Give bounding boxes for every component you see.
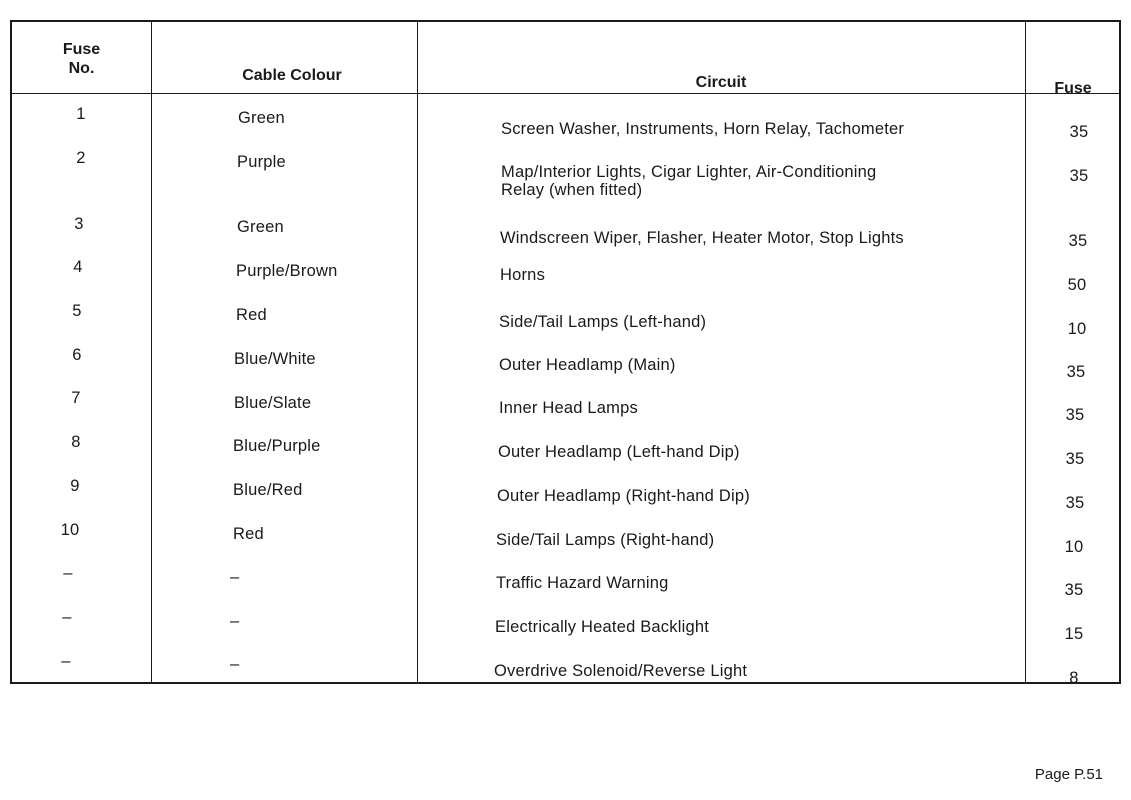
fuse-number: 9: [70, 477, 80, 495]
fuse-number: 6: [72, 346, 82, 364]
fuse-rating: 35: [1065, 406, 1085, 424]
fuse-number: 3: [74, 215, 84, 233]
fuse-number: –: [63, 564, 73, 582]
fuse-number: 4: [73, 258, 83, 276]
fuse-number: 10: [60, 521, 80, 539]
fuse-rating: 15: [1064, 625, 1084, 643]
fuse-rating: 35: [1064, 581, 1084, 599]
fuse-number: 2: [76, 149, 86, 167]
fuse-number: 7: [71, 389, 81, 407]
cable-colour: Red: [233, 525, 264, 543]
fuse-number: –: [62, 608, 72, 626]
cable-colour: Blue/White: [234, 350, 316, 368]
circuit-description: Map/Interior Lights, Cigar Lighter, Air-Conditioning Relay (when fitted): [501, 163, 877, 199]
page-number: Page P.51: [1034, 766, 1103, 783]
circuit-description: Screen Washer, Instruments, Horn Relay, Tachometer: [501, 120, 905, 138]
fuse-number: 8: [71, 433, 81, 451]
cable-colour: Green: [238, 109, 285, 127]
fuse-rating: 50: [1067, 276, 1087, 294]
fuse-rating: 10: [1067, 320, 1087, 338]
column-divider: [151, 22, 152, 682]
circuit-description: Electrically Heated Backlight: [495, 618, 709, 636]
cable-colour: Red: [236, 306, 267, 324]
cable-colour: Purple/Brown: [236, 262, 338, 280]
circuit-description: Inner Head Lamps: [499, 399, 638, 417]
cable-colour: –: [230, 612, 240, 630]
fuse-number: 5: [72, 302, 82, 320]
cable-colour: Green: [237, 218, 284, 236]
circuit-description: Side/Tail Lamps (Right-hand): [496, 531, 715, 549]
cable-colour: –: [230, 568, 240, 586]
fuse-rating: 8: [1069, 669, 1079, 687]
fuse-rating: 35: [1069, 167, 1089, 185]
cable-colour: Purple: [237, 153, 286, 171]
header-fuse: Fuse: [1054, 80, 1092, 97]
header-divider: [12, 93, 1119, 94]
cable-colour: –: [230, 655, 240, 673]
circuit-description: Side/Tail Lamps (Left-hand): [499, 313, 707, 331]
fuse-number: –: [61, 652, 71, 670]
fuse-number: 1: [76, 105, 86, 123]
column-divider: [1025, 22, 1026, 682]
fuse-rating: 35: [1065, 494, 1085, 512]
circuit-description: Traffic Hazard Warning: [496, 574, 669, 592]
circuit-description: Overdrive Solenoid/Reverse Light: [494, 662, 748, 680]
header-fuse-no: Fuse No.: [62, 41, 101, 77]
circuit-description: Outer Headlamp (Right-hand Dip): [497, 487, 750, 505]
circuit-description: Outer Headlamp (Left-hand Dip): [498, 443, 740, 461]
fuse-table: [10, 20, 1121, 687]
circuit-description: Horns: [500, 266, 546, 284]
fuse-rating: 35: [1068, 232, 1088, 250]
cable-colour: Blue/Purple: [233, 437, 321, 455]
fuse-rating: 35: [1069, 123, 1089, 141]
fuse-rating: 35: [1065, 450, 1085, 468]
header-circuit: Circuit: [695, 74, 747, 91]
column-divider: [417, 22, 418, 682]
cable-colour: Blue/Slate: [234, 394, 312, 412]
fuse-rating: 10: [1064, 538, 1084, 556]
cable-colour: Blue/Red: [233, 481, 303, 499]
circuit-description: Outer Headlamp (Main): [499, 356, 676, 374]
fuse-rating: 35: [1066, 363, 1086, 381]
header-cable-colour: Cable Colour: [242, 67, 342, 84]
circuit-description: Windscreen Wiper, Flasher, Heater Motor, Stop Lights: [500, 229, 904, 247]
